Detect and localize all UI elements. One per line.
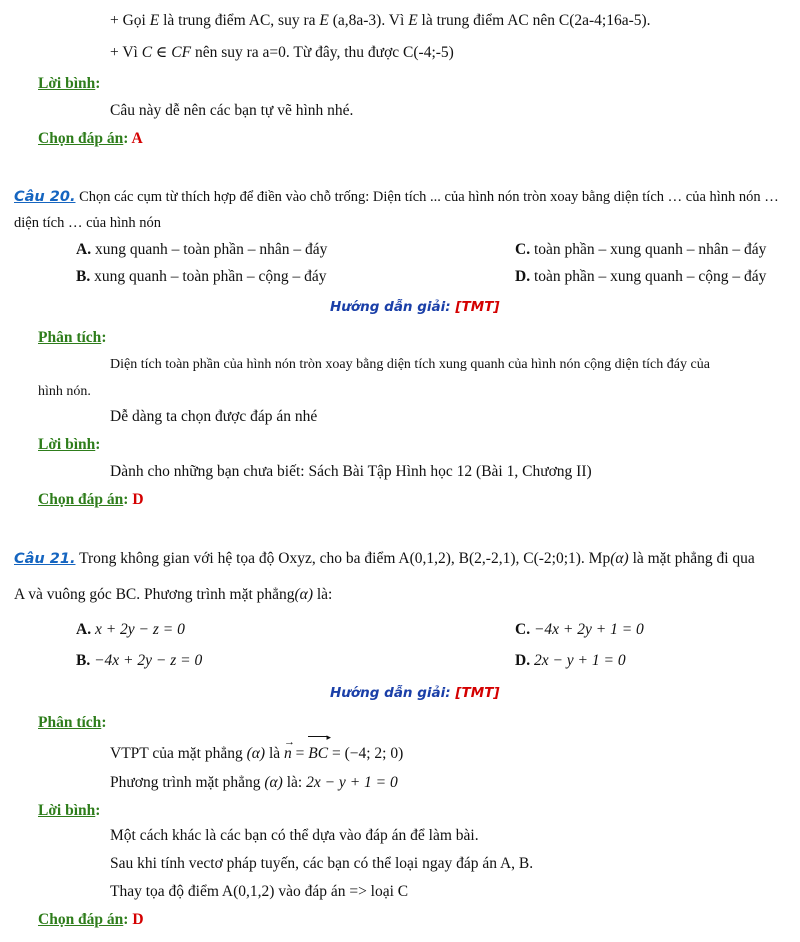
q20-option-c: C. toàn phần – xung quanh – nhân – đáy: [515, 241, 767, 258]
q21-equation-line: Phương trình mặt phẳng (α) là: 2x − y + 1 = 0: [110, 774, 398, 791]
vector-bc: ▸ BC: [308, 732, 332, 762]
q20-option-a: A. xung quanh – toàn phần – nhân – đáy: [76, 241, 328, 258]
q20-analysis-line-2: hình nón.: [38, 384, 91, 399]
q21-loi-binh-heading: Lời bình:: [38, 802, 101, 819]
normal-vector-n: → n: [284, 736, 296, 762]
q20-stem-line-2: diện tích … của hình nón: [14, 215, 161, 231]
q21-stem-line-2: A và vuông góc BC. Phương trình mặt phẳng(α) là:: [14, 586, 333, 603]
prev-solution-line-1: + Gọi E là trung điểm AC, suy ra E (a,8a-3). Vì E là trung điểm AC nên C(2a-4;16a-5).: [110, 12, 651, 29]
q21-guide-heading: Hướng dẫn giải: [TMT]: [330, 685, 500, 701]
q21-option-a: A. x + 2y − z = 0: [76, 621, 185, 638]
q21-number: Câu 21.: [14, 551, 76, 567]
q20-answer-line: Chọn đáp án: D: [38, 491, 144, 508]
q20-analysis-line-3: Dễ dàng ta chọn được đáp án nhé: [110, 408, 318, 425]
q21-option-b: B. −4x + 2y − z = 0: [76, 652, 203, 669]
q20-guide-heading: Hướng dẫn giải: [TMT]: [330, 299, 500, 315]
q20-option-d: D. toàn phần – xung quanh – cộng – đáy: [515, 268, 767, 285]
prev-loi-binh-heading: Lời bình:: [38, 75, 101, 92]
q20-loi-binh-heading: Lời bình:: [38, 436, 101, 453]
q21-option-c: C. −4x + 2y + 1 = 0: [515, 621, 644, 638]
q21-option-d: D. 2x − y + 1 = 0: [515, 652, 626, 669]
q20-stem-line-1: Câu 20. Chọn các cụm từ thích hợp để điền vào chỗ trống: Diện tích ... của hình nón tròn xoay bằng diện tích … của hình nón …: [14, 189, 779, 205]
q21-answer: D: [132, 911, 144, 928]
prev-answer: A: [131, 130, 143, 147]
q20-analysis-line-1: Diện tích toàn phần của hình nón tròn xoay bằng diện tích xung quanh của hình nón cộng diện tích đáy của: [110, 357, 710, 372]
q20-number: Câu 20.: [14, 189, 76, 205]
prev-answer-line: Chọn đáp án: A: [38, 130, 143, 147]
q21-vtpt-line: VTPT của mặt phẳng (α) là → n = ▸ BC = (−4; 2; 0): [110, 732, 404, 762]
q20-answer: D: [132, 491, 144, 508]
q21-analysis-heading: Phân tích:: [38, 714, 107, 731]
q21-loi-binh-line-1: Một cách khác là các bạn có thể dựa vào đáp án để làm bài.: [110, 827, 479, 844]
prev-solution-line-2: + Vì C ∈ CF nên suy ra a=0. Từ đây, thu được C(-4;-5): [110, 44, 454, 61]
q21-answer-line: Chọn đáp án: D: [38, 911, 144, 928]
q21-stem-line-1: Câu 21. Trong không gian với hệ tọa độ Oxyz, cho ba điểm A(0,1,2), B(2,-2,1), C(-2;0;1). Mp(α) là mặt phẳng đi qua: [14, 550, 755, 567]
prev-loi-binh-text: Câu này dễ nên các bạn tự vẽ hình nhé.: [110, 102, 354, 119]
q20-loi-binh-text: Dành cho những bạn chưa biết: Sách Bài Tập Hình học 12 (Bài 1, Chương II): [110, 463, 592, 480]
q21-loi-binh-line-2: Sau khi tính vectơ pháp tuyến, các bạn có thể loại ngay đáp án A, B.: [110, 855, 534, 872]
q21-loi-binh-line-3: Thay tọa độ điểm A(0,1,2) vào đáp án => loại C: [110, 883, 409, 900]
q20-option-b: B. xung quanh – toàn phần – cộng – đáy: [76, 268, 327, 285]
q20-analysis-heading: Phân tích:: [38, 329, 107, 346]
